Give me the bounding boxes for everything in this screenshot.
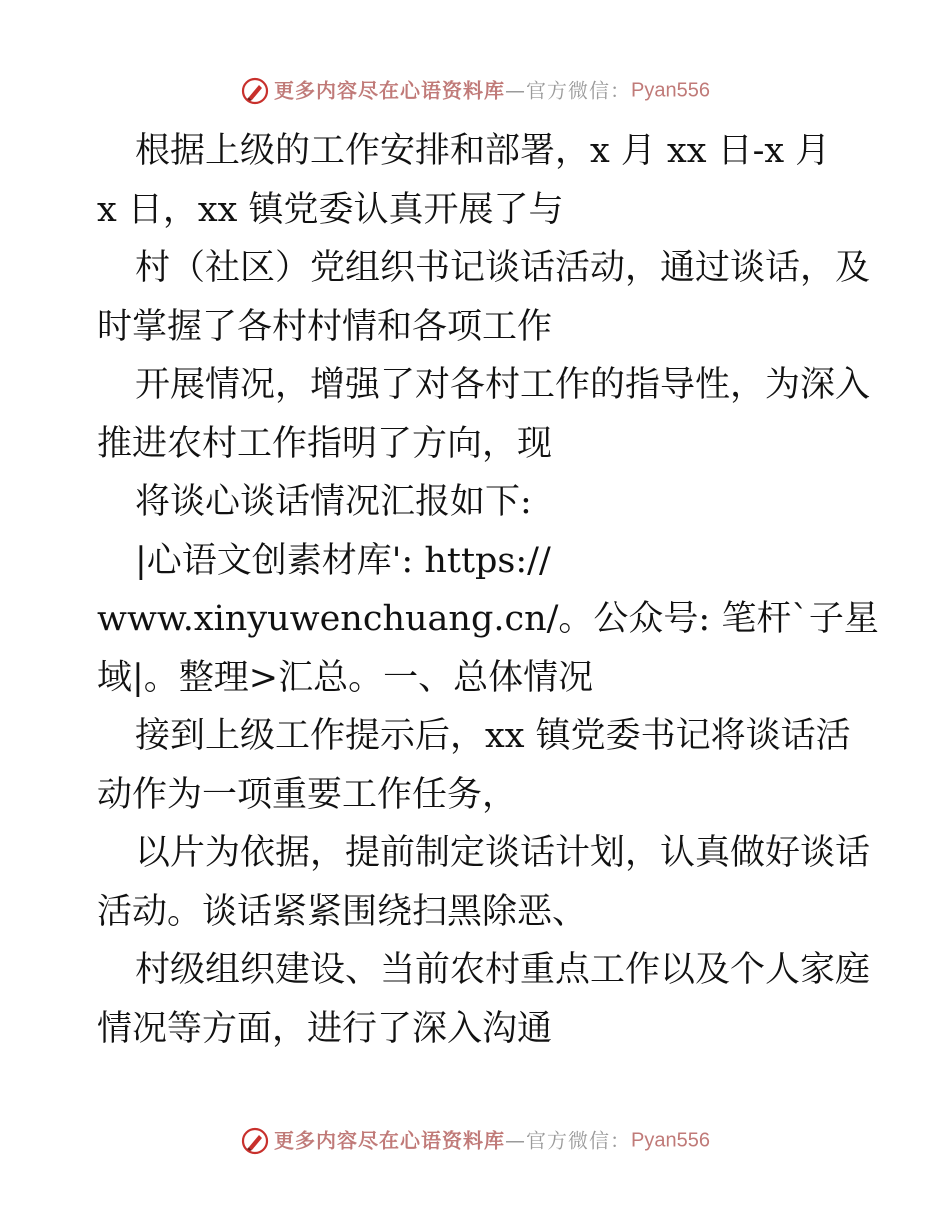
text-line: www.xinyuwenchuang.cn/。公众号: 笔杆`子星 [97,599,879,639]
text-line: 时掌握了各村村情和各项工作 [97,306,553,347]
text-line: 活动。谈话紧紧围绕扫黑除恶、 [97,891,588,932]
text-line: 村级组织建设、当前农村重点工作以及个人家庭 [135,950,871,990]
watermark-main-text: 更多内容尽在心语资料库 [274,1128,506,1153]
text-line: 开展情况，增强了对各村工作的指导性，为深入 [135,365,871,405]
pen-nib-logo-icon [240,76,270,106]
watermark-header [0,74,950,106]
watermark-id: Pyan556 [631,1129,710,1152]
text-line: 将谈心谈话情况汇报如下: [135,482,532,522]
text-line: x 日，xx 镇党委认真开展了与 [97,189,564,230]
text-line: 域|。整理>汇总。一、总体情况 [97,657,594,698]
text-line: 接到上级工作提示后，xx 镇党委书记将谈话活 [135,716,851,756]
document-body [97,122,879,1058]
text-line: |心语文创素材库': https:// [135,540,551,581]
text-line: 村（社区）党组织书记谈话活动，通过谈话，及 [135,248,871,288]
watermark-sub-text: 官方微信： [526,78,632,103]
watermark-dash: — [505,1128,527,1153]
text-line: 动作为一项重要工作任务， [97,774,518,815]
watermark-sub-text: 官方微信： [526,1128,632,1153]
text-line: 根据上级的工作安排和部署，x 月 xx 日-x 月 [135,131,831,171]
pen-nib-logo-icon [240,1126,270,1156]
watermark-main-text: 更多内容尽在心语资料库 [274,78,506,103]
text-line: 推进农村工作指明了方向，现 [97,423,553,464]
text-line: 情况等方面，进行了深入沟通 [97,1008,553,1049]
watermark-id: Pyan556 [631,79,710,102]
watermark-dash: — [505,78,527,103]
watermark-footer [0,1124,950,1156]
text-line: 以片为依据，提前制定谈话计划，认真做好谈话 [135,833,871,873]
